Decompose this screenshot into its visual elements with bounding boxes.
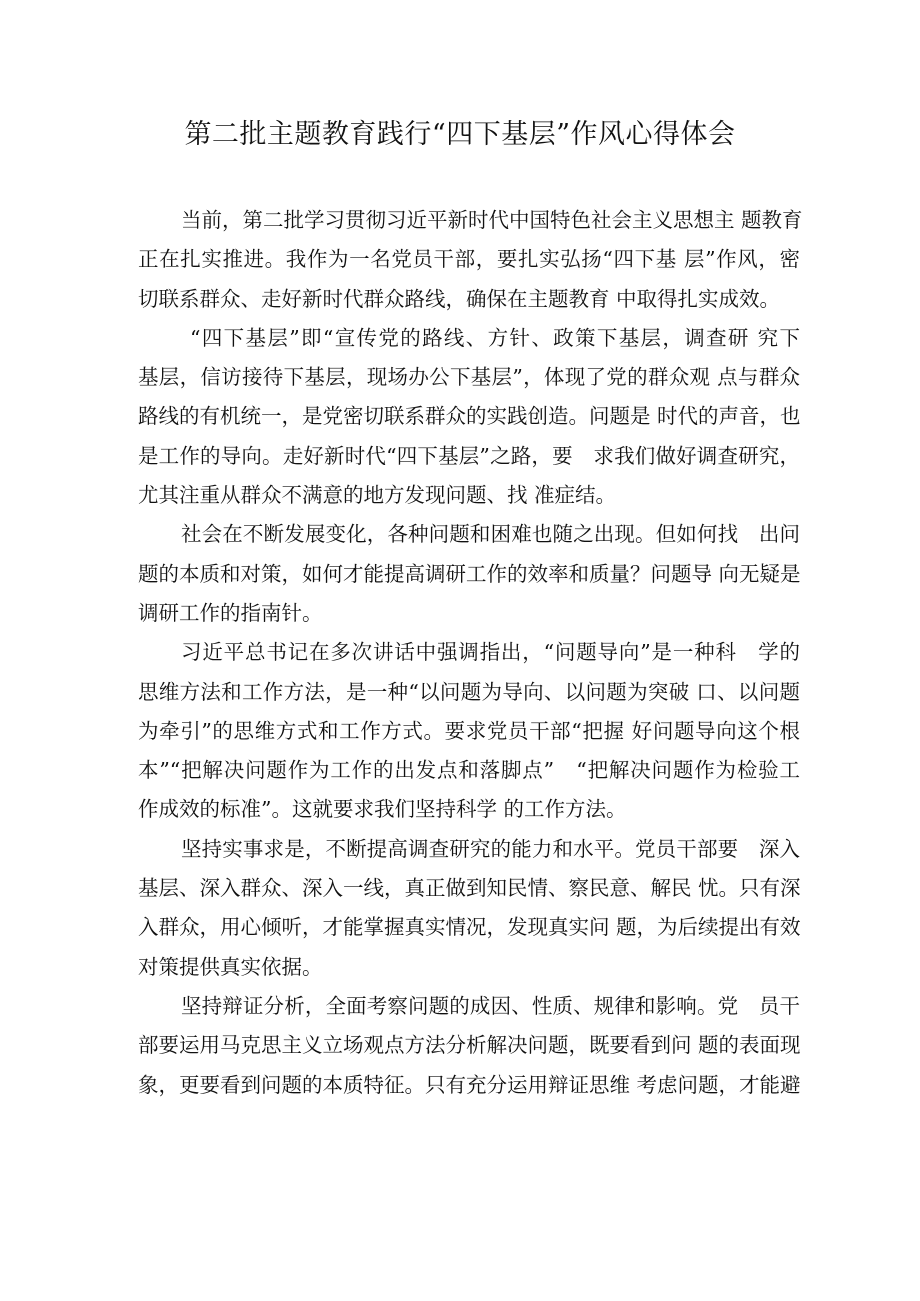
- text-line: 当前，第二批学习贯彻习近平新时代中国特色社会主义思想主 题教育: [181, 208, 803, 232]
- text-line: 调研工作的指南针。: [138, 600, 323, 625]
- text-line: 象，更要看到问题的本质特征。只有充分运用辩证思维 考虑问题，才能避: [138, 1072, 801, 1097]
- text-line: 对策提供真实依据。: [138, 954, 323, 979]
- text-line: 是工作的导向。走好新时代“四下基层”之路，要 求我们做好调查研究，: [138, 443, 800, 468]
- paragraph: [138, 830, 800, 987]
- paragraph: [138, 515, 800, 633]
- text-line: 入群众，用心倾听，才能掌握真实情况，发现真实问 题，为后续提出有效: [138, 915, 801, 940]
- text-line: 社会在不断发展变化，各种问题和困难也随之出现。但如何找 出问: [181, 522, 800, 547]
- paragraph: [138, 987, 800, 1105]
- text-line: 切联系群众、走好新时代群众路线，确保在主题教育 中取得扎实成效。: [138, 286, 781, 311]
- paragraph: [138, 201, 803, 319]
- paragraph: [138, 633, 800, 829]
- document-title: 第二批主题教育践行“四下基层”作风心得体会: [184, 119, 736, 150]
- text-line: 作成效的标准”。这就要求我们坚持科学 的工作方法。: [138, 797, 627, 822]
- text-line: 题的本质和对策，如何才能提高调研工作的效率和质量？问题导 向无疑是: [138, 561, 801, 586]
- text-line: 路线的有机统一，是党密切联系群众的实践创造。问题是 时代的声音，也: [138, 404, 801, 429]
- text-line: 坚持辩证分析，全面考察问题的成因、性质、规律和影响。党 员干: [181, 993, 800, 1018]
- text-line: 基层，信访接待下基层，现场办公下基层”，体现了党的群众观 点与群众: [138, 365, 800, 390]
- paragraph: [138, 319, 800, 515]
- text-line: “四下基层”即“宣传党的路线、方针、政策下基层，调查研 究下: [190, 325, 800, 350]
- text-line: 思维方法和工作方法，是一种“以问题为导向、以问题为突破 口、以问题: [138, 679, 800, 704]
- text-line: 部要运用马克思主义立场观点方法分析解决问题，既要看到问 题的表面现: [138, 1033, 801, 1058]
- text-line: 正在扎实推进。我作为一名党员干部，要扎实弘扬“四下基 层”作风，密: [138, 247, 800, 272]
- text-line: 坚持实事求是，不断提高调查研究的能力和水平。党员干部要 深入: [181, 836, 800, 861]
- text-line: 尤其注重从群众不满意的地方发现问题、找 准症结。: [138, 483, 617, 508]
- text-line: 本”“把解决问题作为工作的出发点和落脚点” “把解决问题作为检验工: [138, 758, 800, 783]
- text-line: 基层、深入群众、深入一线，真正做到知民情、察民意、解民 忧。只有深: [138, 876, 801, 901]
- text-line: 习近平总书记在多次讲话中强调指出，“问题导向”是一种科 学的: [181, 640, 800, 665]
- text-line: 为牵引”的思维方式和工作方式。要求党员干部“把握 好问题导向这个根: [138, 718, 800, 743]
- document-body: [138, 201, 803, 1105]
